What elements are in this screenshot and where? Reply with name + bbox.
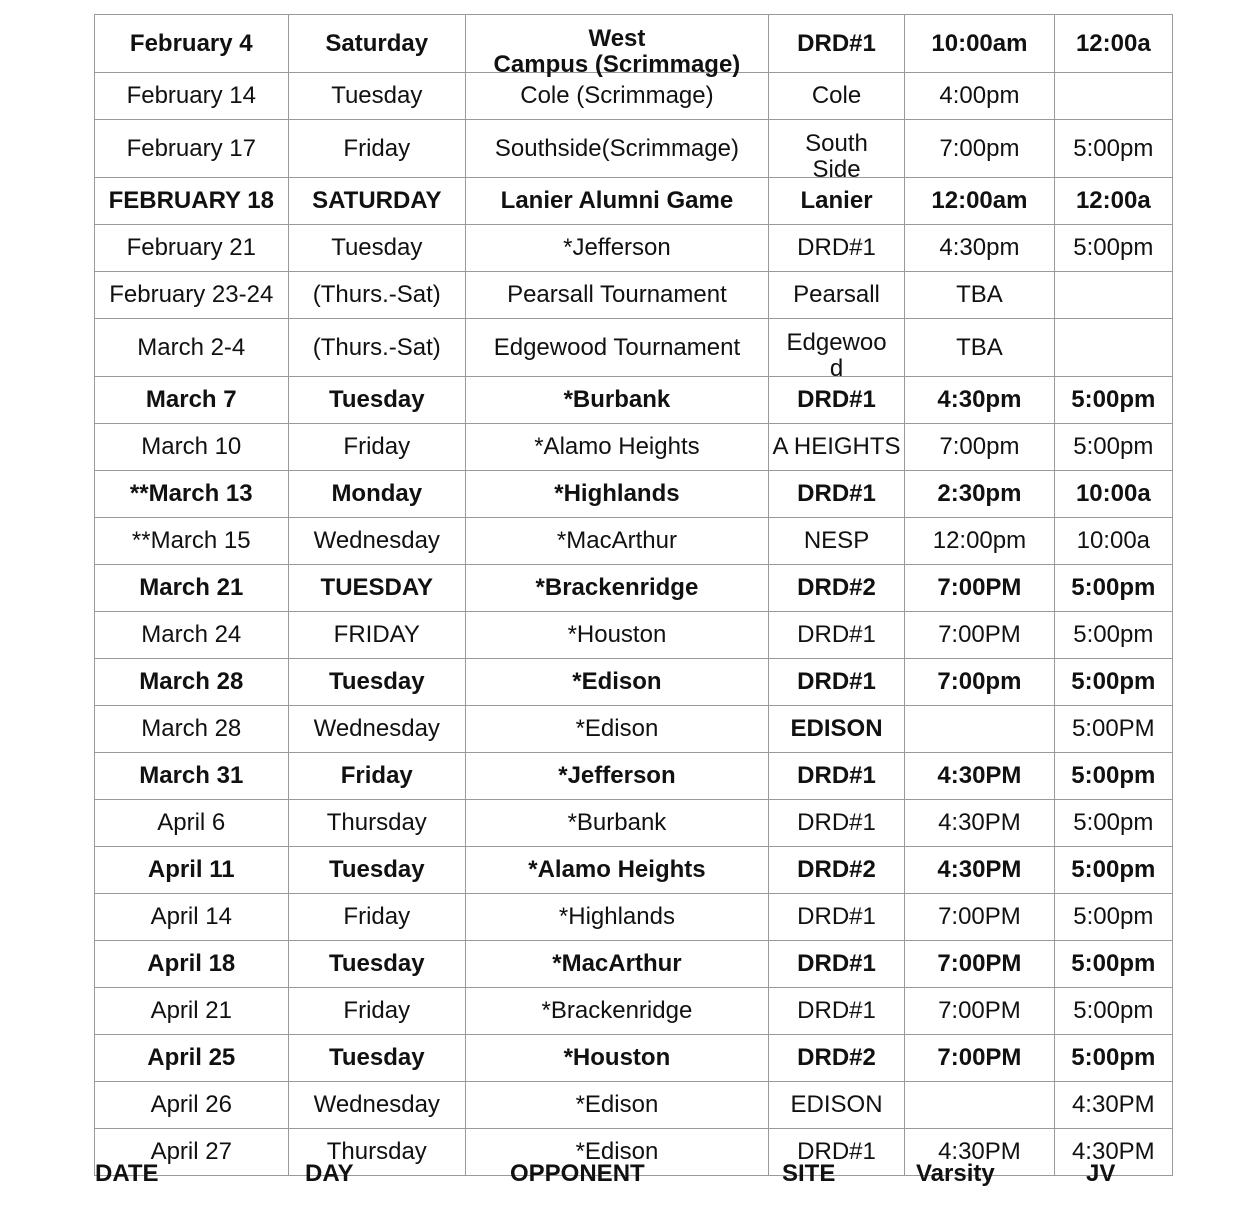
varsity-time-cell: 4:30PM — [905, 847, 1054, 894]
varsity-time-cell: 10:00am — [905, 15, 1054, 73]
jv-time-cell: 5:00pm — [1054, 659, 1172, 706]
jv-time-cell — [1054, 272, 1172, 319]
day-cell: Tuesday — [288, 659, 465, 706]
day-cell: Tuesday — [288, 377, 465, 424]
site-cell-line: South — [805, 130, 868, 157]
varsity-time-cell: 7:00PM — [905, 612, 1054, 659]
day-cell: Friday — [288, 424, 465, 471]
footer-site-label: SITE — [782, 1160, 836, 1187]
schedule-row — [95, 225, 1173, 272]
day-cell: Friday — [288, 894, 465, 941]
day-cell: TUESDAY — [288, 565, 465, 612]
varsity-time-cell: 4:00pm — [905, 73, 1054, 120]
site-cell: DRD#2 — [768, 565, 904, 612]
site-cell: Cole — [768, 73, 904, 120]
schedule-body — [95, 15, 1173, 1176]
opponent-cell: *Highlands — [466, 894, 769, 941]
date-cell: March 24 — [95, 612, 289, 659]
varsity-time-cell: 7:00pm — [905, 120, 1054, 178]
schedule-row — [95, 377, 1173, 424]
day-cell: (Thurs.-Sat) — [288, 319, 465, 377]
site-cell: DRD#1 — [768, 753, 904, 800]
schedule-row — [95, 894, 1173, 941]
site-cell: DRD#1 — [768, 471, 904, 518]
opponent-cell: *Alamo Heights — [466, 847, 769, 894]
day-cell: Thursday — [288, 1129, 465, 1176]
opponent-cell — [466, 15, 769, 78]
day-cell: Friday — [288, 120, 465, 178]
varsity-time-cell: 12:00pm — [905, 518, 1054, 565]
site-cell-text — [769, 130, 904, 183]
day-cell: Thursday — [288, 800, 465, 847]
opponent-cell-line: West — [588, 25, 646, 52]
opponent-cell: *Burbank — [466, 377, 769, 424]
opponent-cell: *Jefferson — [466, 225, 769, 272]
day-cell: SATURDAY — [288, 178, 465, 225]
site-cell: EDISON — [768, 1082, 904, 1129]
schedule-row — [95, 272, 1173, 319]
date-cell: April 14 — [95, 894, 289, 941]
jv-time-cell — [1054, 73, 1172, 120]
date-cell: FEBRUARY 18 — [95, 178, 289, 225]
day-cell: Wednesday — [288, 1082, 465, 1129]
date-cell: February 4 — [95, 15, 289, 73]
schedule-row — [95, 178, 1173, 225]
date-cell: March 21 — [95, 565, 289, 612]
varsity-time-cell: 7:00pm — [905, 659, 1054, 706]
site-cell: DRD#1 — [768, 659, 904, 706]
jv-time-cell: 5:00PM — [1054, 706, 1172, 753]
day-cell: Wednesday — [288, 706, 465, 753]
date-cell: April 27 — [95, 1129, 289, 1176]
varsity-time-cell: 7:00PM — [905, 941, 1054, 988]
jv-time-cell — [1054, 319, 1172, 377]
jv-time-cell: 12:00a — [1054, 15, 1172, 73]
day-cell: Tuesday — [288, 225, 465, 272]
varsity-time-cell: TBA — [905, 272, 1054, 319]
footer-date-label: DATE — [95, 1160, 159, 1187]
day-cell: Tuesday — [288, 847, 465, 894]
site-cell: A HEIGHTS — [768, 424, 904, 471]
site-cell: Pearsall — [768, 272, 904, 319]
opponent-cell: Pearsall Tournament — [466, 272, 769, 319]
opponent-cell: *Edison — [466, 1129, 769, 1176]
schedule-row — [95, 612, 1173, 659]
schedule-row — [95, 319, 1173, 377]
jv-time-cell: 12:00a — [1054, 178, 1172, 225]
opponent-cell: *Highlands — [466, 471, 769, 518]
day-cell: Monday — [288, 471, 465, 518]
date-cell: **March 13 — [95, 471, 289, 518]
schedule-row — [95, 988, 1173, 1035]
varsity-time-cell: 7:00PM — [905, 894, 1054, 941]
date-cell: March 7 — [95, 377, 289, 424]
column-footer — [0, 1160, 1254, 1190]
site-cell-overflow-line: d — [829, 355, 844, 382]
date-cell: February 21 — [95, 225, 289, 272]
day-cell: Saturday — [288, 15, 465, 73]
jv-time-cell: 5:00pm — [1054, 377, 1172, 424]
opponent-cell: Cole (Scrimmage) — [466, 73, 769, 120]
opponent-cell: *Burbank — [466, 800, 769, 847]
jv-time-cell: 10:00a — [1054, 471, 1172, 518]
site-cell: DRD#1 — [768, 894, 904, 941]
opponent-cell: *Brackenridge — [466, 988, 769, 1035]
opponent-cell: *Houston — [466, 1035, 769, 1082]
opponent-cell: Lanier Alumni Game — [466, 178, 769, 225]
day-cell: FRIDAY — [288, 612, 465, 659]
opponent-cell: *Alamo Heights — [466, 424, 769, 471]
site-cell: Lanier — [768, 178, 904, 225]
schedule-row — [95, 1035, 1173, 1082]
schedule-row — [95, 73, 1173, 120]
varsity-time-cell: 7:00PM — [905, 1035, 1054, 1082]
varsity-time-cell: 7:00PM — [905, 988, 1054, 1035]
footer-opponent-label: OPPONENT — [510, 1160, 645, 1187]
varsity-time-cell: 4:30PM — [905, 1129, 1054, 1176]
opponent-cell: Southside(Scrimmage) — [466, 120, 769, 178]
jv-time-cell: 5:00pm — [1054, 225, 1172, 272]
opponent-cell: *Houston — [466, 612, 769, 659]
site-cell: DRD#1 — [768, 1129, 904, 1176]
jv-time-cell: 5:00pm — [1054, 612, 1172, 659]
schedule-row — [95, 941, 1173, 988]
site-cell — [768, 319, 904, 382]
opponent-cell: *Edison — [466, 659, 769, 706]
jv-time-cell: 5:00pm — [1054, 1035, 1172, 1082]
footer-jv-label: JV — [1086, 1160, 1116, 1187]
site-cell: DRD#1 — [768, 800, 904, 847]
jv-time-cell: 10:00a — [1054, 518, 1172, 565]
varsity-time-cell: 7:00pm — [905, 424, 1054, 471]
jv-time-cell: 5:00pm — [1054, 847, 1172, 894]
jv-time-cell: 5:00pm — [1054, 941, 1172, 988]
varsity-time-cell: TBA — [905, 319, 1054, 377]
day-cell: Tuesday — [288, 941, 465, 988]
schedule-table — [94, 14, 1173, 1176]
schedule-row — [95, 120, 1173, 178]
date-cell: April 11 — [95, 847, 289, 894]
varsity-time-cell: 4:30pm — [905, 377, 1054, 424]
schedule-row — [95, 15, 1173, 73]
opponent-cell: *MacArthur — [466, 518, 769, 565]
date-cell: February 17 — [95, 120, 289, 178]
jv-time-cell: 5:00pm — [1054, 424, 1172, 471]
opponent-cell: *Edison — [466, 706, 769, 753]
jv-time-cell: 4:30PM — [1054, 1129, 1172, 1176]
site-cell: DRD#1 — [768, 377, 904, 424]
date-cell: April 26 — [95, 1082, 289, 1129]
schedule-row — [95, 565, 1173, 612]
site-cell: DRD#1 — [768, 15, 904, 73]
day-cell: Tuesday — [288, 73, 465, 120]
jv-time-cell: 5:00pm — [1054, 800, 1172, 847]
date-cell: April 6 — [95, 800, 289, 847]
opponent-cell-text — [466, 25, 768, 78]
day-cell: Friday — [288, 988, 465, 1035]
date-cell: March 31 — [95, 753, 289, 800]
varsity-time-cell: 7:00PM — [905, 565, 1054, 612]
site-cell: NESP — [768, 518, 904, 565]
varsity-time-cell: 4:30pm — [905, 225, 1054, 272]
date-cell: March 28 — [95, 659, 289, 706]
schedule-row — [95, 753, 1173, 800]
jv-time-cell: 4:30PM — [1054, 1082, 1172, 1129]
site-cell: DRD#1 — [768, 941, 904, 988]
date-cell: February 23-24 — [95, 272, 289, 319]
site-cell: DRD#2 — [768, 847, 904, 894]
footer-day-label: DAY — [305, 1160, 354, 1187]
date-cell: **March 15 — [95, 518, 289, 565]
day-cell: (Thurs.-Sat) — [288, 272, 465, 319]
day-cell: Tuesday — [288, 1035, 465, 1082]
date-cell: March 10 — [95, 424, 289, 471]
schedule-row — [95, 800, 1173, 847]
schedule-row — [95, 659, 1173, 706]
opponent-cell: *Edison — [466, 1082, 769, 1129]
jv-time-cell: 5:00pm — [1054, 753, 1172, 800]
opponent-cell: *Jefferson — [466, 753, 769, 800]
site-cell: DRD#2 — [768, 1035, 904, 1082]
varsity-time-cell: 12:00am — [905, 178, 1054, 225]
schedule-row — [95, 424, 1173, 471]
site-cell: DRD#1 — [768, 612, 904, 659]
schedule-row — [95, 847, 1173, 894]
schedule-row — [95, 706, 1173, 753]
opponent-cell-overflow-line: Campus (Scrimmage) — [493, 51, 741, 78]
date-cell: February 14 — [95, 73, 289, 120]
opponent-cell: *MacArthur — [466, 941, 769, 988]
opponent-cell: Edgewood Tournament — [466, 319, 769, 377]
site-cell-line: Edgewoo — [786, 329, 887, 356]
site-cell: DRD#1 — [768, 988, 904, 1035]
varsity-time-cell: 4:30PM — [905, 800, 1054, 847]
site-cell: DRD#1 — [768, 225, 904, 272]
site-cell-text — [769, 329, 904, 382]
date-cell: April 25 — [95, 1035, 289, 1082]
date-cell: March 28 — [95, 706, 289, 753]
date-cell: April 18 — [95, 941, 289, 988]
site-cell-overflow-line: Side — [812, 156, 861, 183]
jv-time-cell: 5:00pm — [1054, 120, 1172, 178]
jv-time-cell: 5:00pm — [1054, 565, 1172, 612]
schedule-row — [95, 471, 1173, 518]
varsity-time-cell: 4:30PM — [905, 753, 1054, 800]
day-cell: Wednesday — [288, 518, 465, 565]
date-cell: April 21 — [95, 988, 289, 1035]
varsity-time-cell: 2:30pm — [905, 471, 1054, 518]
site-cell — [768, 120, 904, 183]
jv-time-cell: 5:00pm — [1054, 988, 1172, 1035]
opponent-cell: *Brackenridge — [466, 565, 769, 612]
site-cell: EDISON — [768, 706, 904, 753]
varsity-time-cell — [905, 1082, 1054, 1129]
schedule-row — [95, 518, 1173, 565]
footer-varsity-label: Varsity — [916, 1160, 995, 1187]
schedule-row — [95, 1082, 1173, 1129]
date-cell: March 2-4 — [95, 319, 289, 377]
varsity-time-cell — [905, 706, 1054, 753]
day-cell: Friday — [288, 753, 465, 800]
jv-time-cell: 5:00pm — [1054, 894, 1172, 941]
